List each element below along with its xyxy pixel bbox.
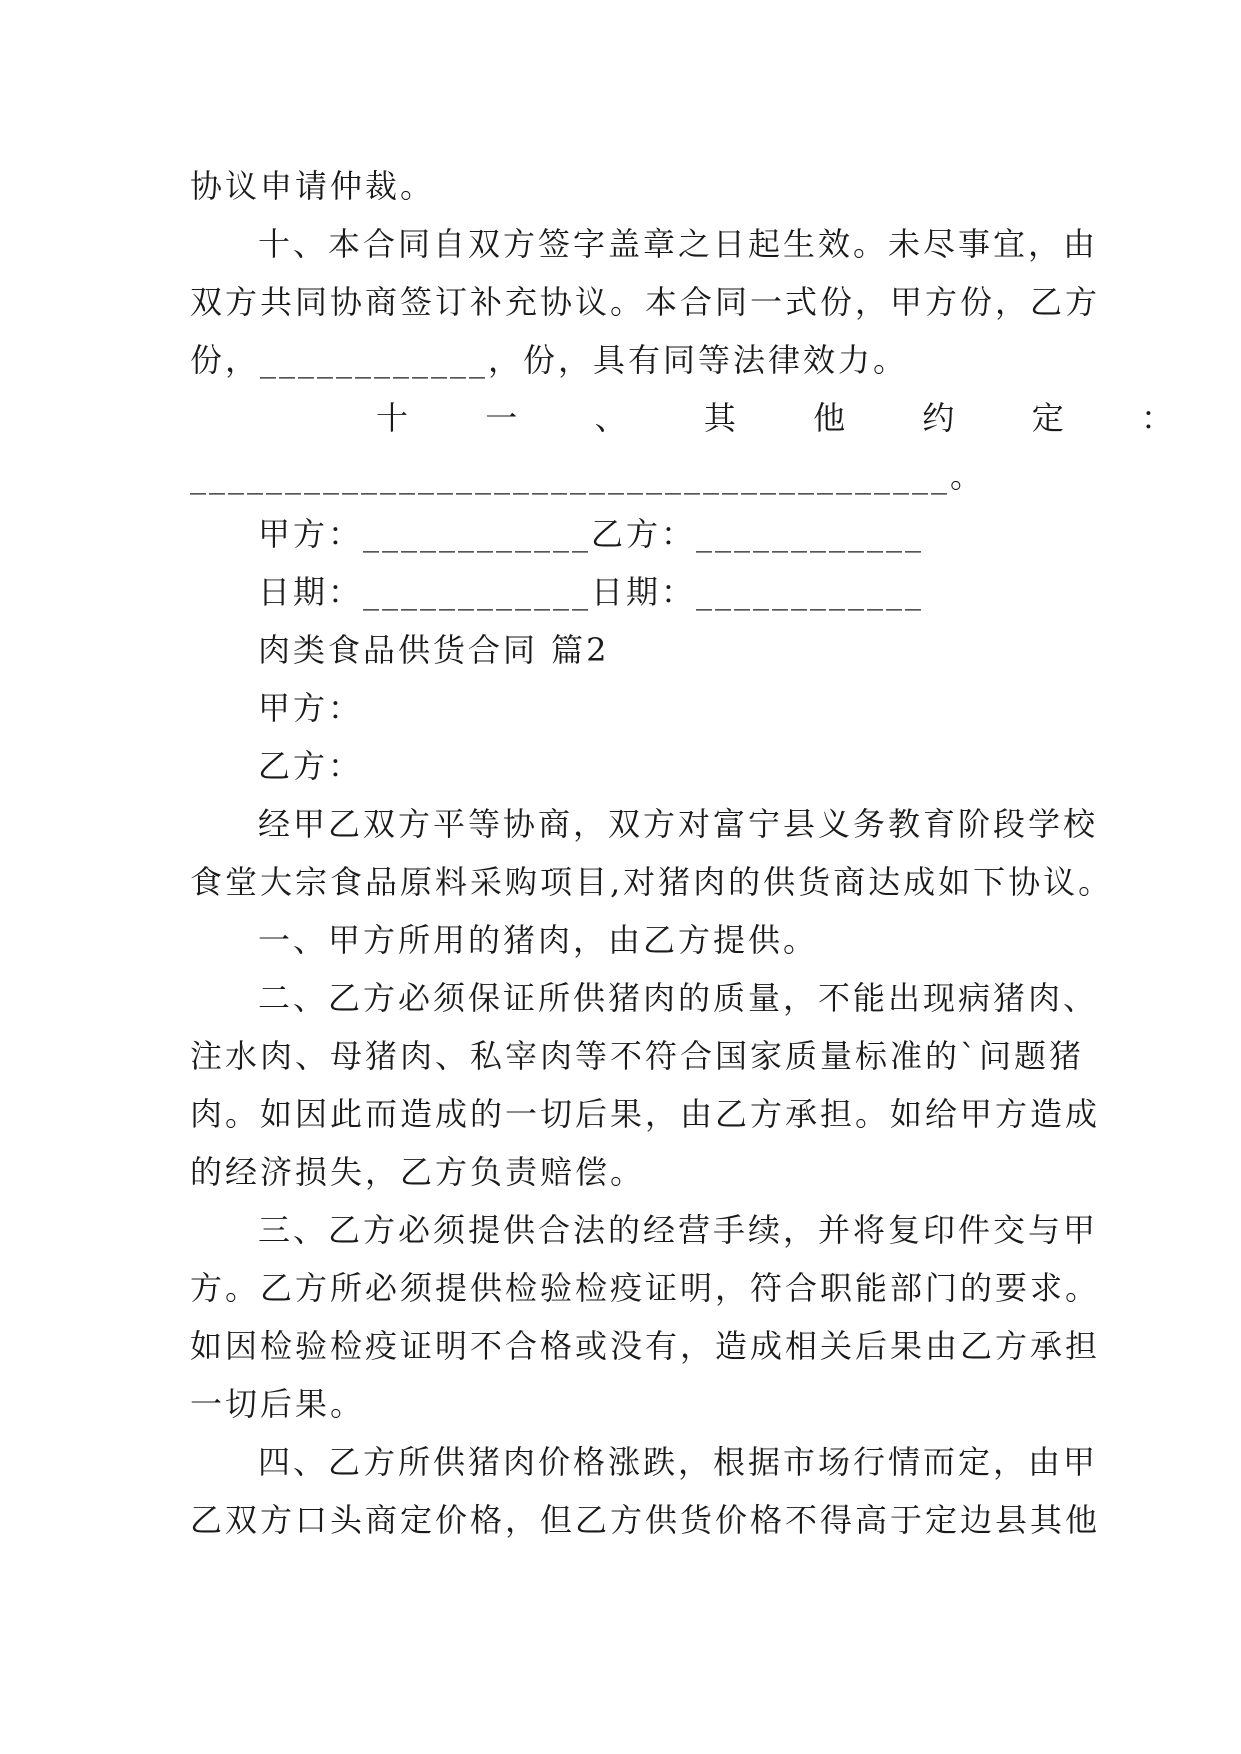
clause-eleven-heading [376,398,1176,438]
text-line: 十、本合同自双方签字盖章之日起生效。未尽事宜，由 [258,225,1099,263]
party-a-label: 甲方： [258,689,364,727]
heading-char: 定 [1031,399,1067,437]
text-line: 一切后果。 [190,1385,366,1423]
text-line: 三、乙方必须提供合法的经营手续，并将复印件交与甲 [258,1211,1099,1249]
text-line: 注水肉、母猪肉、私宰肉等不符合国家质量标准的`问题猪 [190,1037,1085,1075]
party-b-label: 乙方： [258,747,364,785]
heading-char: ： [1140,399,1176,437]
text-line: 食堂大宗食品原料采购项目,对猪肉的供货商达成如下协议。 [190,863,1114,901]
heading-char: 十 [376,399,412,437]
signature-line-party: 甲方：____________乙方：____________ [258,515,925,553]
text-line: 四、乙方所供猪肉价格涨跌，根据市场行情而定，由甲 [258,1443,1099,1481]
text-line: 乙双方口头商定价格，但乙方供货价格不得高于定边县其他 [190,1501,1101,1539]
signature-line-date: 日期：____________日期：____________ [258,573,925,611]
text-line: 如因检验检疫证明不合格或没有，造成相关后果由乙方承担 [190,1327,1101,1365]
text-line: 双方共同协商签订补充协议。本合同一式份，甲方份，乙方 [190,283,1101,321]
heading-char: 、 [594,399,630,437]
text-line: 份，____________，份，具有同等法律效力。 [190,341,909,379]
text-line: 协议申请仲裁。 [190,167,436,205]
section-title: 肉类食品供货合同 篇2 [258,631,610,669]
text-line: 二、乙方必须保证所供猪肉的质量，不能出现病猪肉、 [258,979,1099,1017]
heading-char: 一 [485,399,521,437]
heading-char: 其 [703,399,739,437]
text-line: 的经济损失，乙方负责赔偿。 [190,1153,646,1191]
blank-line: ________________________________________。 [190,457,986,495]
text-line: 一、甲方所用的猪肉，由乙方提供。 [258,921,819,959]
text-line: 肉。如因此而造成的一切后果，由乙方承担。如给甲方造成 [190,1095,1101,1133]
text-line: 方。乙方所必须提供检验检疫证明，符合职能部门的要求。 [190,1269,1101,1307]
heading-char: 他 [813,399,849,437]
text-line: 经甲乙双方平等协商，双方对富宁县义务教育阶段学校 [258,805,1099,843]
heading-char: 约 [922,399,958,437]
